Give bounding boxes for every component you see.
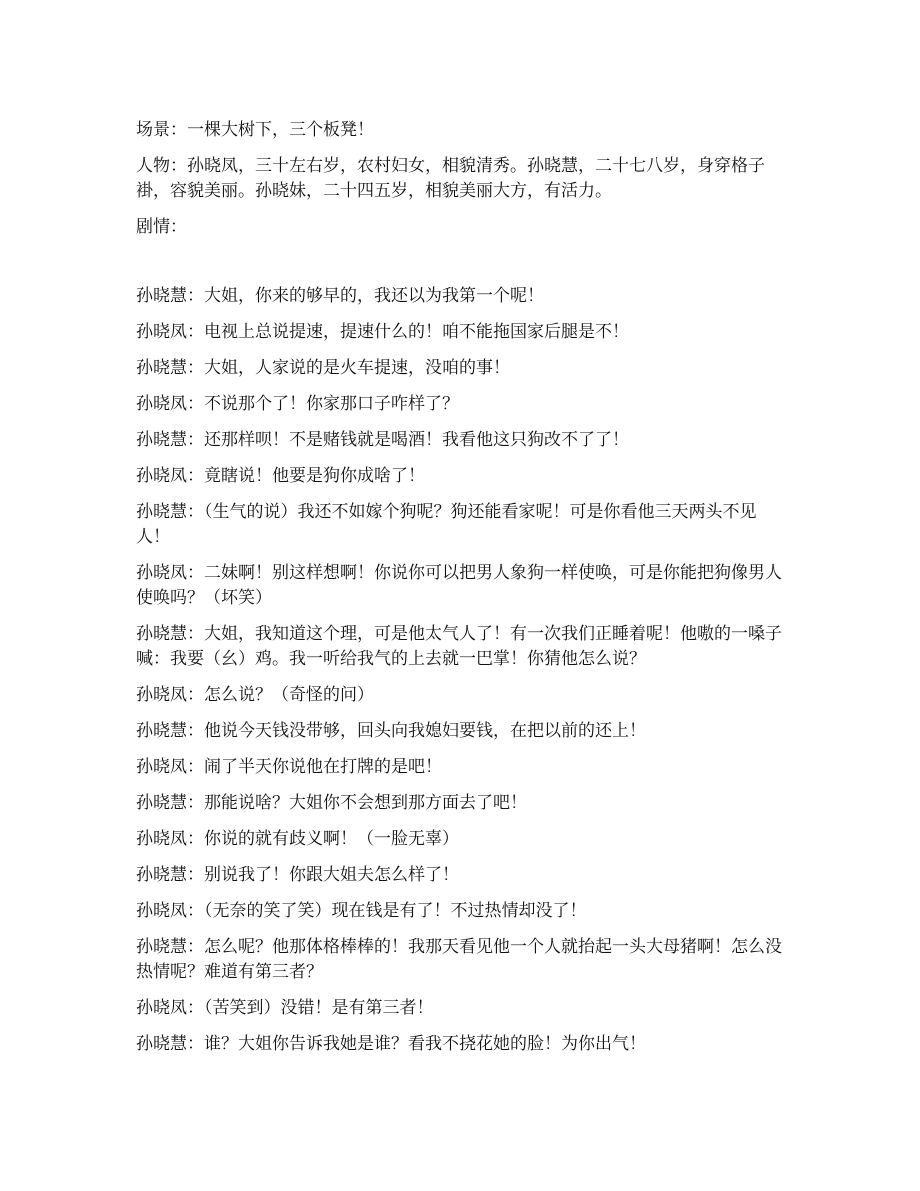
dialogue-line: 孙晓凤：怎么说？（奇怪的问） (136, 685, 374, 705)
dialogue-list (136, 284, 788, 1057)
scene-line: 场景：一棵大树下，三个板凳！ (136, 120, 374, 140)
dialogue-line: 孙晓慧：大姐，你来的够早的，我还以为我第一个呢！ (136, 286, 544, 306)
dialogue-line: 孙晓凤：竟瞎说！他要是狗你成啥了！ (136, 466, 425, 486)
dialogue-line: 孙晓凤：（苦笑到）没错！是有第三者！ (136, 998, 434, 1018)
dialogue-line: 孙晓慧：大姐，我知道这个理，可是他太气人了！有一次我们正睡着呢！他嗷的一嗓子喊：我要（幺）鸡。我一听给我气的上去就一巴掌！你猜他怎么说？ (136, 624, 782, 669)
dialogue-line: 孙晓慧：大姐，人家说的是火车提速，没咱的事！ (136, 358, 510, 378)
dialogue-line: 孙晓凤：你说的就有歧义啊！（一脸无辜） (136, 829, 459, 849)
characters-paragraph: 人物：孙晓凤，三十左右岁，农村妇女，相貌清秀。孙晓慧，二十七八岁，身穿格子褂，容貌美丽。孙晓妹，二十四五岁，相貌美丽大方，有活力。 (136, 156, 765, 201)
dialogue-line: 孙晓凤：电视上总说提速，提速什么的！咱不能拖国家后腿是不！ (136, 322, 629, 342)
plot-label: 剧情： (136, 217, 187, 237)
dialogue-line: 孙晓慧：那能说啥？大姐你不会想到那方面去了吧！ (136, 793, 527, 813)
dialogue-line: 孙晓凤：不说那个了！你家那口子咋样了？ (136, 394, 459, 414)
dialogue-line: 孙晓慧：（生气的说）我还不如嫁个狗呢？狗还能看家呢！可是你看他三天两头不见人！ (136, 502, 757, 547)
dialogue-line: 孙晓慧：谁？大姐你告诉我她是谁？看我不挠花她的脸！为你出气！ (136, 1034, 646, 1054)
blank-spacer (136, 251, 788, 284)
script-body (136, 118, 788, 1068)
dialogue-line: 孙晓慧：怎么呢？他那体格棒棒的！我那天看见他一个人就抬起一头大母猪啊！怎么没热情呢？难道有第三者？ (136, 937, 782, 982)
dialogue-line: 孙晓凤：（无奈的笑了笑）现在钱是有了！不过热情却没了！ (136, 901, 587, 921)
dialogue-line: 孙晓慧：别说我了！你跟大姐夫怎么样了！ (136, 865, 459, 885)
dialogue-line: 孙晓慧：还那样呗！不是赌钱就是喝酒！我看他这只狗改不了了！ (136, 430, 629, 450)
dialogue-line: 孙晓凤：闹了半天你说他在打牌的是吧！ (136, 757, 442, 777)
dialogue-line: 孙晓慧：他说今天钱没带够，回头向我媳妇要钱，在把以前的还上！ (136, 721, 646, 741)
dialogue-line: 孙晓凤：二妹啊！别这样想啊！你说你可以把男人象狗一样使唤，可是你能把狗像男人使唤吗？（坏笑） (136, 563, 782, 608)
